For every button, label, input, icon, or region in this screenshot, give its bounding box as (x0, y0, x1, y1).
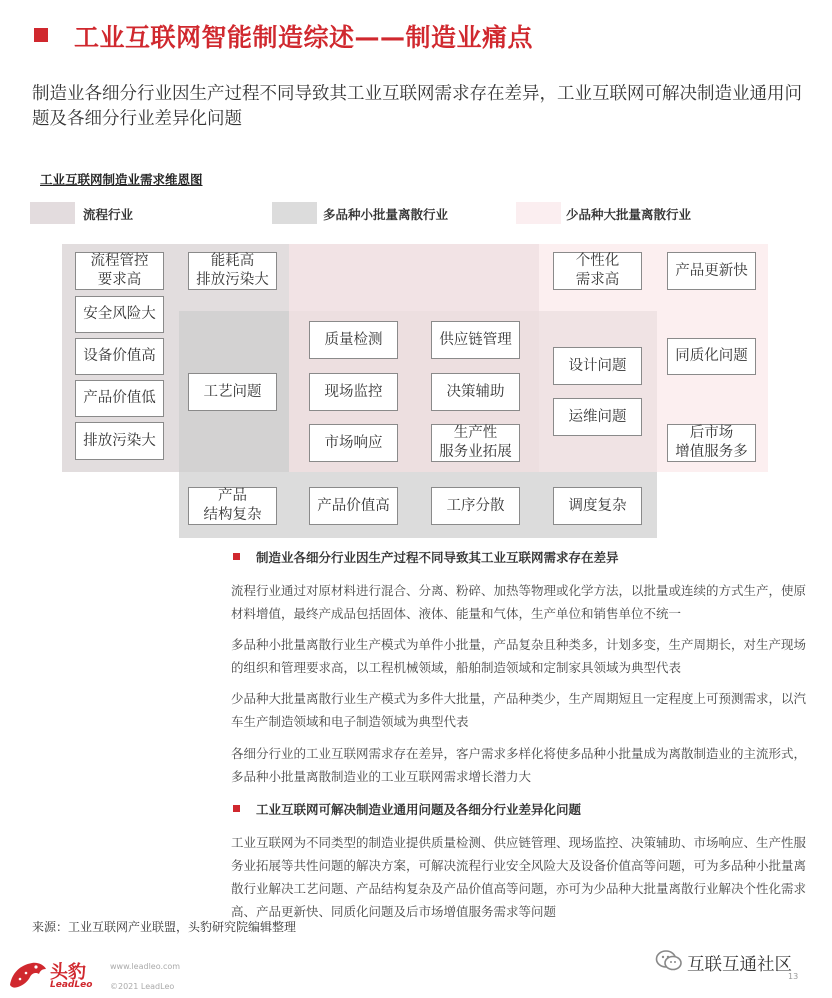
legend-label-process: 流程行业 (83, 207, 134, 222)
paragraph: 少品种大批量离散行业生产模式为多件大批量，产品种类少，生产周期短且一定程度上可预测需求，以汽车生产制造领域和电子制造领域为典型代表 (231, 691, 807, 729)
leopard-logo-icon (6, 955, 48, 995)
box-personalization: 个性化 需求高 (553, 252, 642, 290)
source-note: 来源：工业互联网产业联盟，头豹研究院编辑整理 (32, 920, 297, 934)
paragraph: 流程行业通过对原材料进行混合、分离、粉碎、加热等物理或化学方法，以批量或连续的方式生产，使原材料增值，最终产成品包括固体、液体、能量和气体，生产单位和销售单位不统一 (231, 583, 807, 621)
box-site-monitoring: 现场监控 (309, 373, 398, 411)
box-high-product-value: 产品价值高 (309, 487, 398, 525)
box-low-product-value: 产品价值低 (75, 380, 164, 417)
box-decision-support: 决策辅助 (431, 373, 520, 411)
box-energy-pollution: 能耗高 排放污染大 (188, 252, 277, 290)
box-product-update: 产品更新快 (667, 252, 756, 290)
box-design-issue: 设计问题 (553, 347, 642, 385)
box-process-control: 流程管控 要求高 (75, 252, 164, 290)
box-emission-pollution: 排放污染大 (75, 422, 164, 460)
box-equipment-value: 设备价值高 (75, 338, 164, 375)
footer-copyright: ©2021 LeadLeo (110, 982, 175, 991)
box-complex-scheduling: 调度复杂 (553, 487, 642, 525)
legend-swatch-discrete-mass (516, 202, 561, 224)
section-heading: 工业互联网可解决制造业通用问题及各细分行业差异化问题 (256, 802, 582, 817)
box-homogenization: 同质化问题 (667, 338, 756, 375)
section-marker (233, 553, 240, 560)
brand-name-cn: 头豹 (50, 962, 86, 983)
box-ops-issue: 运维问题 (553, 398, 642, 436)
brand-name-en: LeadLeo (50, 980, 93, 990)
box-aftermarket: 后市场 增值服务多 (667, 424, 756, 462)
box-safety-risk: 安全风险大 (75, 296, 164, 333)
section-heading: 制造业各细分行业因生产过程不同导致其工业互联网需求存在差异 (256, 550, 619, 565)
paragraph: 各细分行业的工业互联网需求存在差异，客户需求多样化将使多品种小批量成为离散制造业的主流形式，多品种小批量离散制造业的工业互联网需求增长潜力大 (231, 746, 807, 784)
community-name: 互联互通社区 (687, 955, 792, 975)
footer-url[interactable]: www.leadleo.com (110, 962, 181, 971)
legend-label-discrete-mass: 少品种大批量离散行业 (566, 207, 692, 222)
wechat-icon (655, 949, 683, 977)
section-marker (233, 805, 240, 812)
box-dispersed-process: 工序分散 (431, 487, 520, 525)
legend-swatch-process (30, 202, 75, 224)
box-service-expansion: 生产性 服务业拓展 (431, 424, 520, 462)
page-subtitle: 制造业各细分行业因生产过程不同导致其工业互联网需求存在差异，工业互联网可解决制造业通用问题及各细分行业差异化问题 (32, 84, 802, 129)
page-number: 13 (788, 972, 799, 981)
box-market-response: 市场响应 (309, 424, 398, 462)
box-supply-chain: 供应链管理 (431, 321, 520, 359)
box-complex-structure: 产品 结构复杂 (188, 487, 277, 525)
legend-swatch-discrete-small (272, 202, 317, 224)
diagram-title: 工业互联网制造业需求维恩图 (40, 172, 203, 187)
box-quality-inspection: 质量检测 (309, 321, 398, 359)
legend-label-discrete-small: 多品种小批量离散行业 (323, 207, 449, 222)
paragraph: 工业互联网为不同类型的制造业提供质量检测、供应链管理、现场监控、决策辅助、市场响应、生产性服务业拓展等共性问题的解决方案，可解决流程行业安全风险大及设备价值高等问题，可为多品种小批量离散行业解决工艺问题、产品结构复杂及产品价值高等问题，亦可为少品种大批量离散行业解决个性化需求高、产品更新快、同质化问题及后市场增值服务需求等问题 (231, 835, 807, 919)
box-process-issue: 工艺问题 (188, 373, 277, 411)
page-title: 工业互联网智能制造综述——制造业痛点 (74, 23, 534, 52)
paragraph: 多品种小批量离散行业生产模式为单件小批量，产品复杂且种类多，计划多变，生产周期长，对生产现场的组织和管理要求高，以工程机械领域，船舶制造领域和定制家具领域为典型代表 (231, 637, 807, 675)
title-marker (34, 28, 48, 42)
